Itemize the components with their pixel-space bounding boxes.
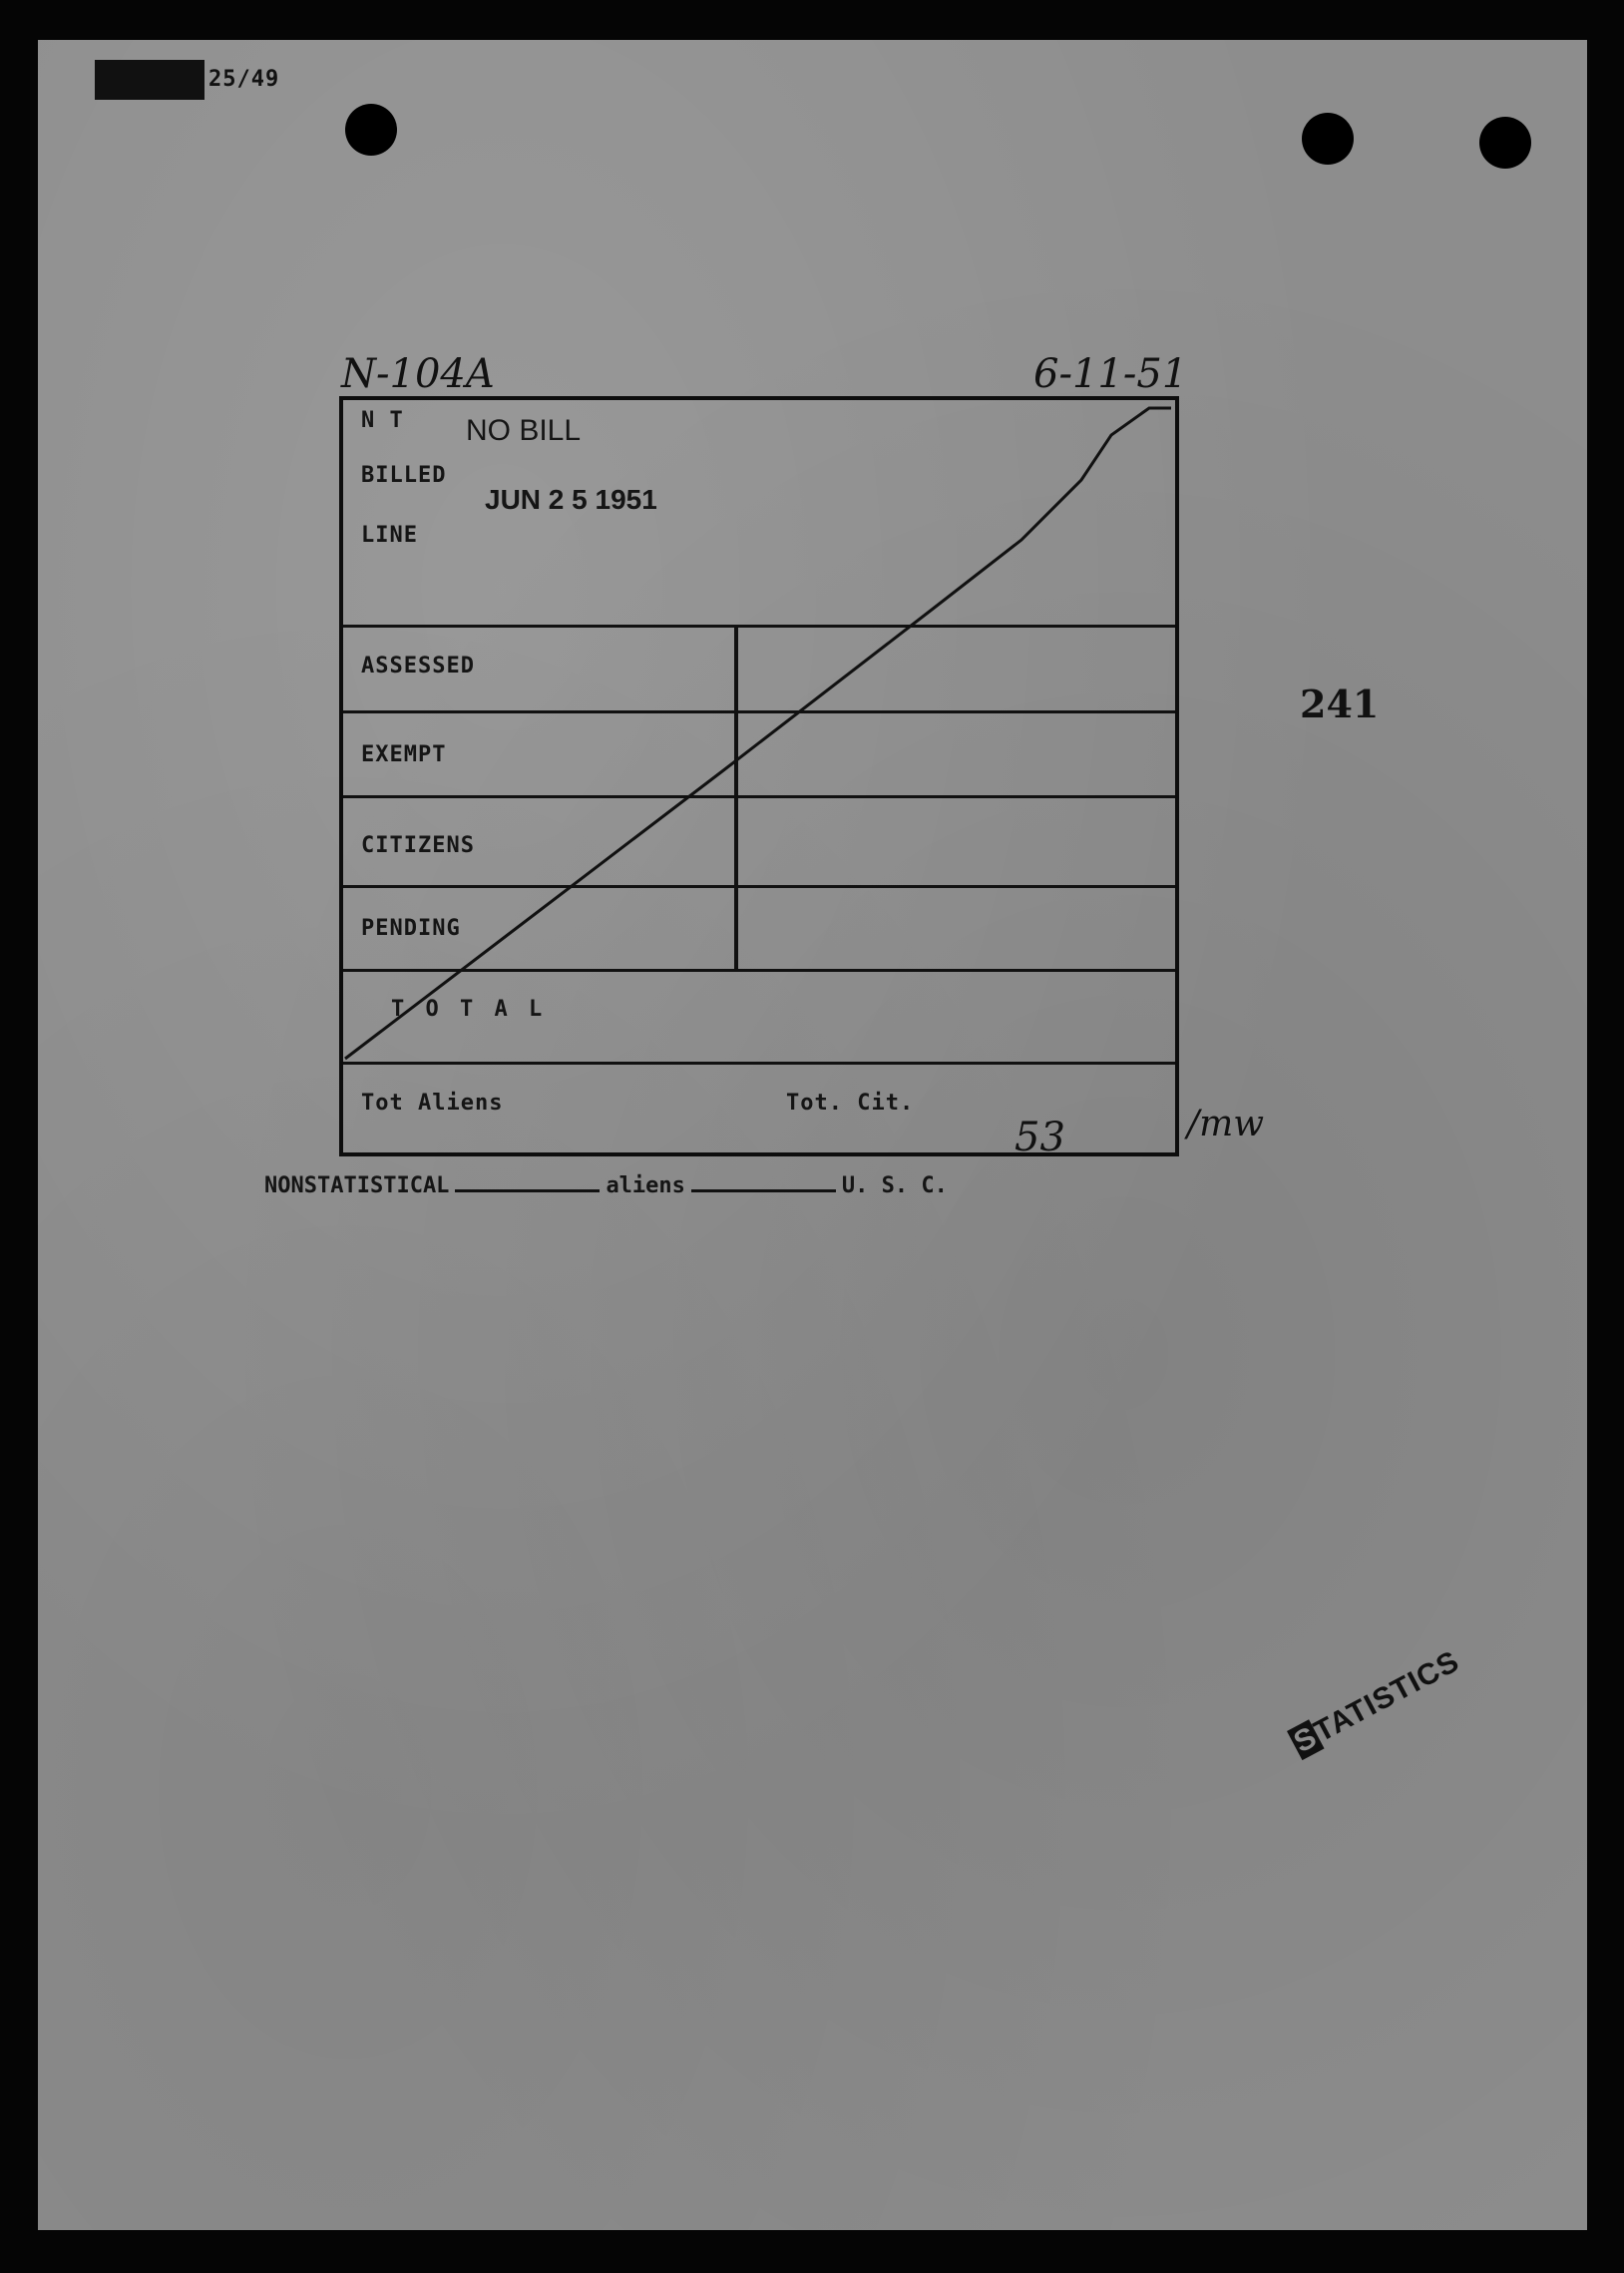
label-tot-aliens: Tot Aliens <box>361 1091 504 1116</box>
label-citizens: CITIZENS <box>361 833 475 858</box>
punch-hole-left <box>345 104 397 156</box>
header-stamp <box>95 60 279 100</box>
label-billed: BILLED <box>361 463 447 488</box>
usc-label: U. S. C. <box>841 1173 948 1198</box>
cancellation-line <box>343 400 1175 1152</box>
count-handwritten: 53 <box>1015 1115 1065 1160</box>
statistics-stamp-rest: TATISTICS <box>1309 1644 1465 1749</box>
label-pending: PENDING <box>361 916 461 941</box>
nonstatistical-label: NONSTATISTICAL <box>264 1173 450 1198</box>
label-nt: N T <box>361 408 404 433</box>
label-assessed: ASSESSED <box>361 654 475 679</box>
page-number: 241 <box>1300 682 1380 726</box>
no-bill-stamp: NO BILL <box>466 414 582 447</box>
punch-hole-middle <box>1302 113 1354 165</box>
nonstatistical-line <box>264 1173 948 1198</box>
redaction-mark <box>95 60 204 100</box>
label-exempt: EXEMPT <box>361 742 447 767</box>
header-stamp-text: 25/49 <box>208 67 280 92</box>
tally-form <box>339 396 1179 1160</box>
form-number-handwritten: N-104A <box>341 351 495 397</box>
blank-field <box>691 1189 836 1192</box>
punch-hole-right <box>1479 117 1531 169</box>
label-total: T O T A L <box>391 997 547 1022</box>
label-line: LINE <box>361 523 418 548</box>
date-handwritten: 6-11-51 <box>1033 351 1188 397</box>
statistics-stamp-first: S <box>1288 1720 1323 1760</box>
aliens-label: aliens <box>606 1173 685 1198</box>
initials-handwritten: /mw <box>1187 1104 1265 1144</box>
blank-field <box>455 1189 600 1192</box>
billed-date-stamp: JUN 2 5 1951 <box>485 484 657 515</box>
label-tot-cit: Tot. Cit. <box>786 1091 915 1116</box>
